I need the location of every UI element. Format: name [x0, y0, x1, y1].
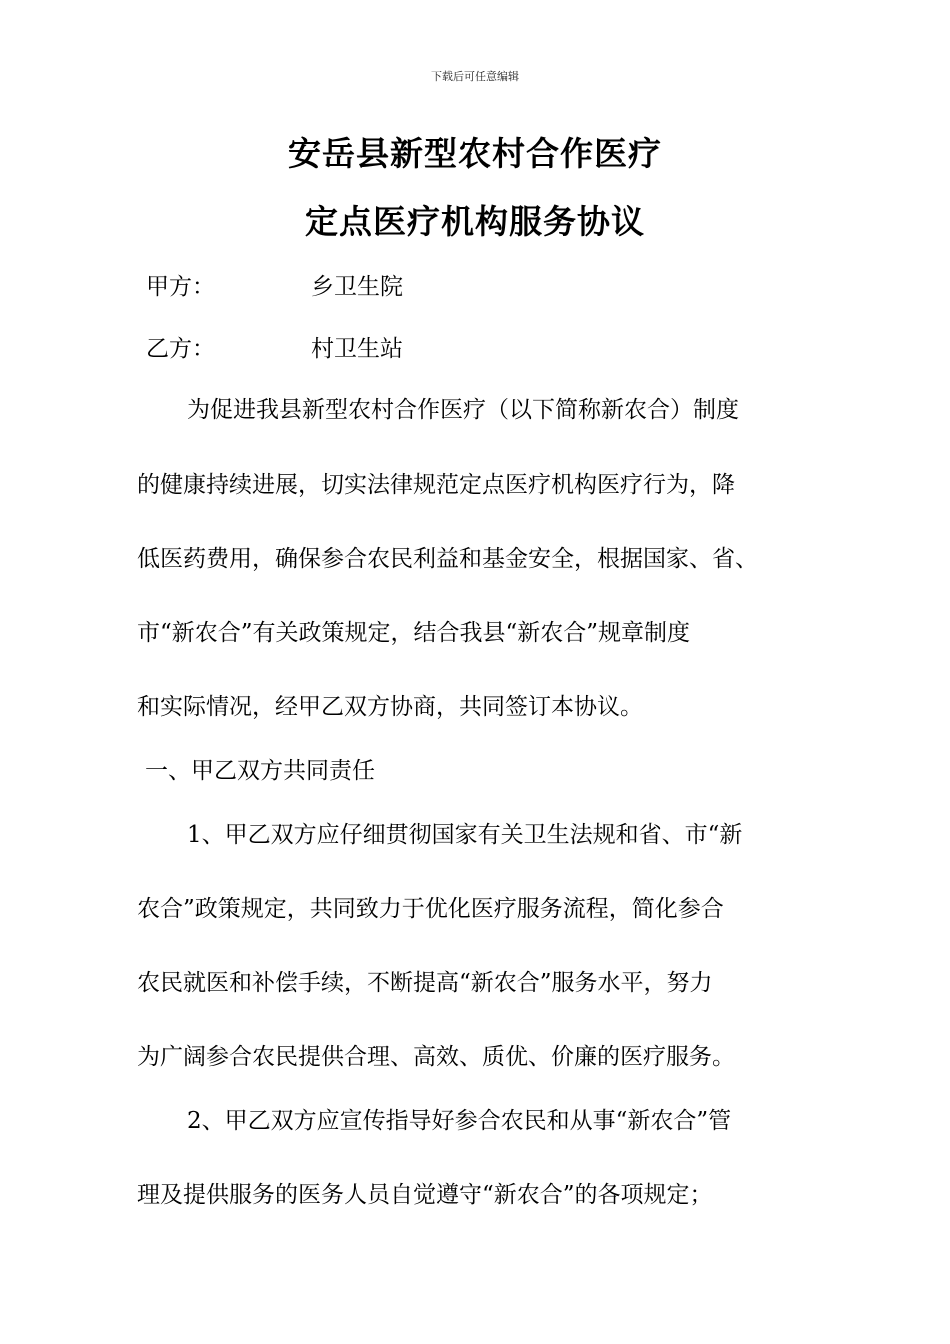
body-line: 农民就医和补偿手续，不断提高“新农合”服务水平，努力	[137, 970, 713, 996]
party-a	[146, 268, 403, 301]
party-b	[146, 330, 403, 363]
party-b-label: 乙方：	[146, 336, 215, 362]
body-line: 农合”政策规定，共同致力于优化医疗服务流程，简化参合	[137, 896, 724, 922]
body-line: 理及提供服务的医务人员自觉遵守“新农合”的各项规定；	[137, 1182, 713, 1208]
body-line: 低医药费用，确保参合农民利益和基金安全，根据国家、省、	[137, 546, 758, 572]
body-line: 的健康持续进展，切实法律规范定点医疗机构医疗行为，降	[137, 472, 735, 498]
body-line: 2、甲乙双方应宣传指导好参合农民和从事“新农合”管	[187, 1108, 732, 1134]
body-line: 1、甲乙双方应仔细贯彻国家有关卫生法规和省、市“新	[187, 822, 743, 848]
document-title-line-1: 安岳县新型农村合作医疗	[288, 134, 662, 173]
body-line: 为促进我县新型农村合作医疗（以下简称新农合）制度	[187, 397, 739, 423]
body-line: 为广阔参合农民提供合理、高效、质优、价廉的医疗服务。	[137, 1044, 735, 1070]
party-a-value: 乡卫生院	[311, 274, 403, 300]
body-line: 市“新农合”有关政策规定，结合我县“新农合”规章制度	[137, 620, 691, 646]
header-note: 下载后可任意编辑	[431, 70, 519, 83]
document-title-line-2: 定点医疗机构服务协议	[305, 202, 645, 241]
party-b-value: 村卫生站	[311, 336, 403, 362]
body-line: 和实际情况，经甲乙双方协商，共同签订本协议。	[137, 694, 643, 720]
party-a-label: 甲方：	[146, 274, 215, 300]
section-heading: 一、甲乙双方共同责任	[145, 758, 375, 784]
